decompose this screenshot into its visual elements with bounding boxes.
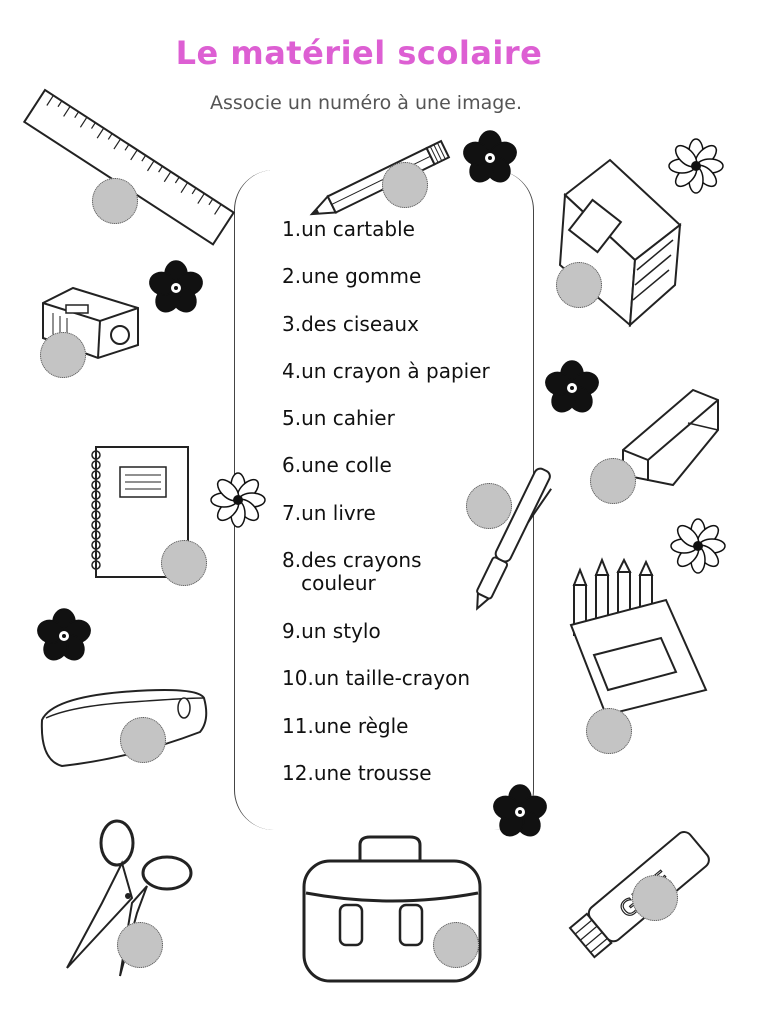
flower-icon bbox=[544, 360, 600, 420]
answer-circle[interactable] bbox=[466, 483, 512, 529]
answer-circle[interactable] bbox=[40, 332, 86, 378]
list-item: 7. un livre bbox=[282, 500, 376, 525]
flower-icon bbox=[36, 608, 92, 668]
vocabulary-list bbox=[282, 218, 490, 809]
flower-icon bbox=[148, 260, 204, 320]
flower-icon bbox=[668, 138, 724, 198]
answer-circle[interactable] bbox=[433, 922, 479, 968]
answer-circle[interactable] bbox=[632, 875, 678, 921]
answer-circle[interactable] bbox=[382, 162, 428, 208]
list-item: 11. une règle bbox=[282, 713, 409, 738]
answer-circle[interactable] bbox=[117, 922, 163, 968]
answer-circle[interactable] bbox=[92, 178, 138, 224]
list-item: 4. un crayon à papier bbox=[282, 358, 490, 383]
list-item: 9. un stylo bbox=[282, 619, 381, 644]
list-item: 5. un cahier bbox=[282, 406, 395, 431]
flower-icon bbox=[210, 472, 266, 532]
page-title: Le matériel scolaire bbox=[175, 34, 543, 72]
list-item: 1. un cartable bbox=[282, 217, 415, 241]
list-item: 6. une colle bbox=[282, 453, 392, 478]
flower-icon bbox=[492, 784, 548, 844]
instructions: Associe un numéro à une image. bbox=[209, 92, 523, 114]
list-item: 12. une trousse bbox=[282, 760, 432, 785]
answer-circle[interactable] bbox=[590, 458, 636, 504]
flower-icon bbox=[462, 130, 518, 190]
list-item: 10. un taille-crayon bbox=[282, 666, 471, 691]
flower-icon bbox=[670, 518, 726, 578]
list-item: 3. des ciseaux bbox=[282, 311, 419, 336]
answer-circle[interactable] bbox=[120, 717, 166, 763]
answer-circle[interactable] bbox=[161, 540, 207, 586]
list-item: 2. une gomme bbox=[282, 264, 422, 289]
list-item: 8. des crayons couleur bbox=[282, 548, 422, 596]
answer-circle[interactable] bbox=[556, 262, 602, 308]
answer-circle[interactable] bbox=[586, 708, 632, 754]
glue-stick-icon bbox=[560, 800, 710, 945]
ruler-icon bbox=[15, 80, 235, 250]
pencil-case-icon bbox=[32, 680, 212, 770]
crayons-icon bbox=[566, 560, 711, 720]
